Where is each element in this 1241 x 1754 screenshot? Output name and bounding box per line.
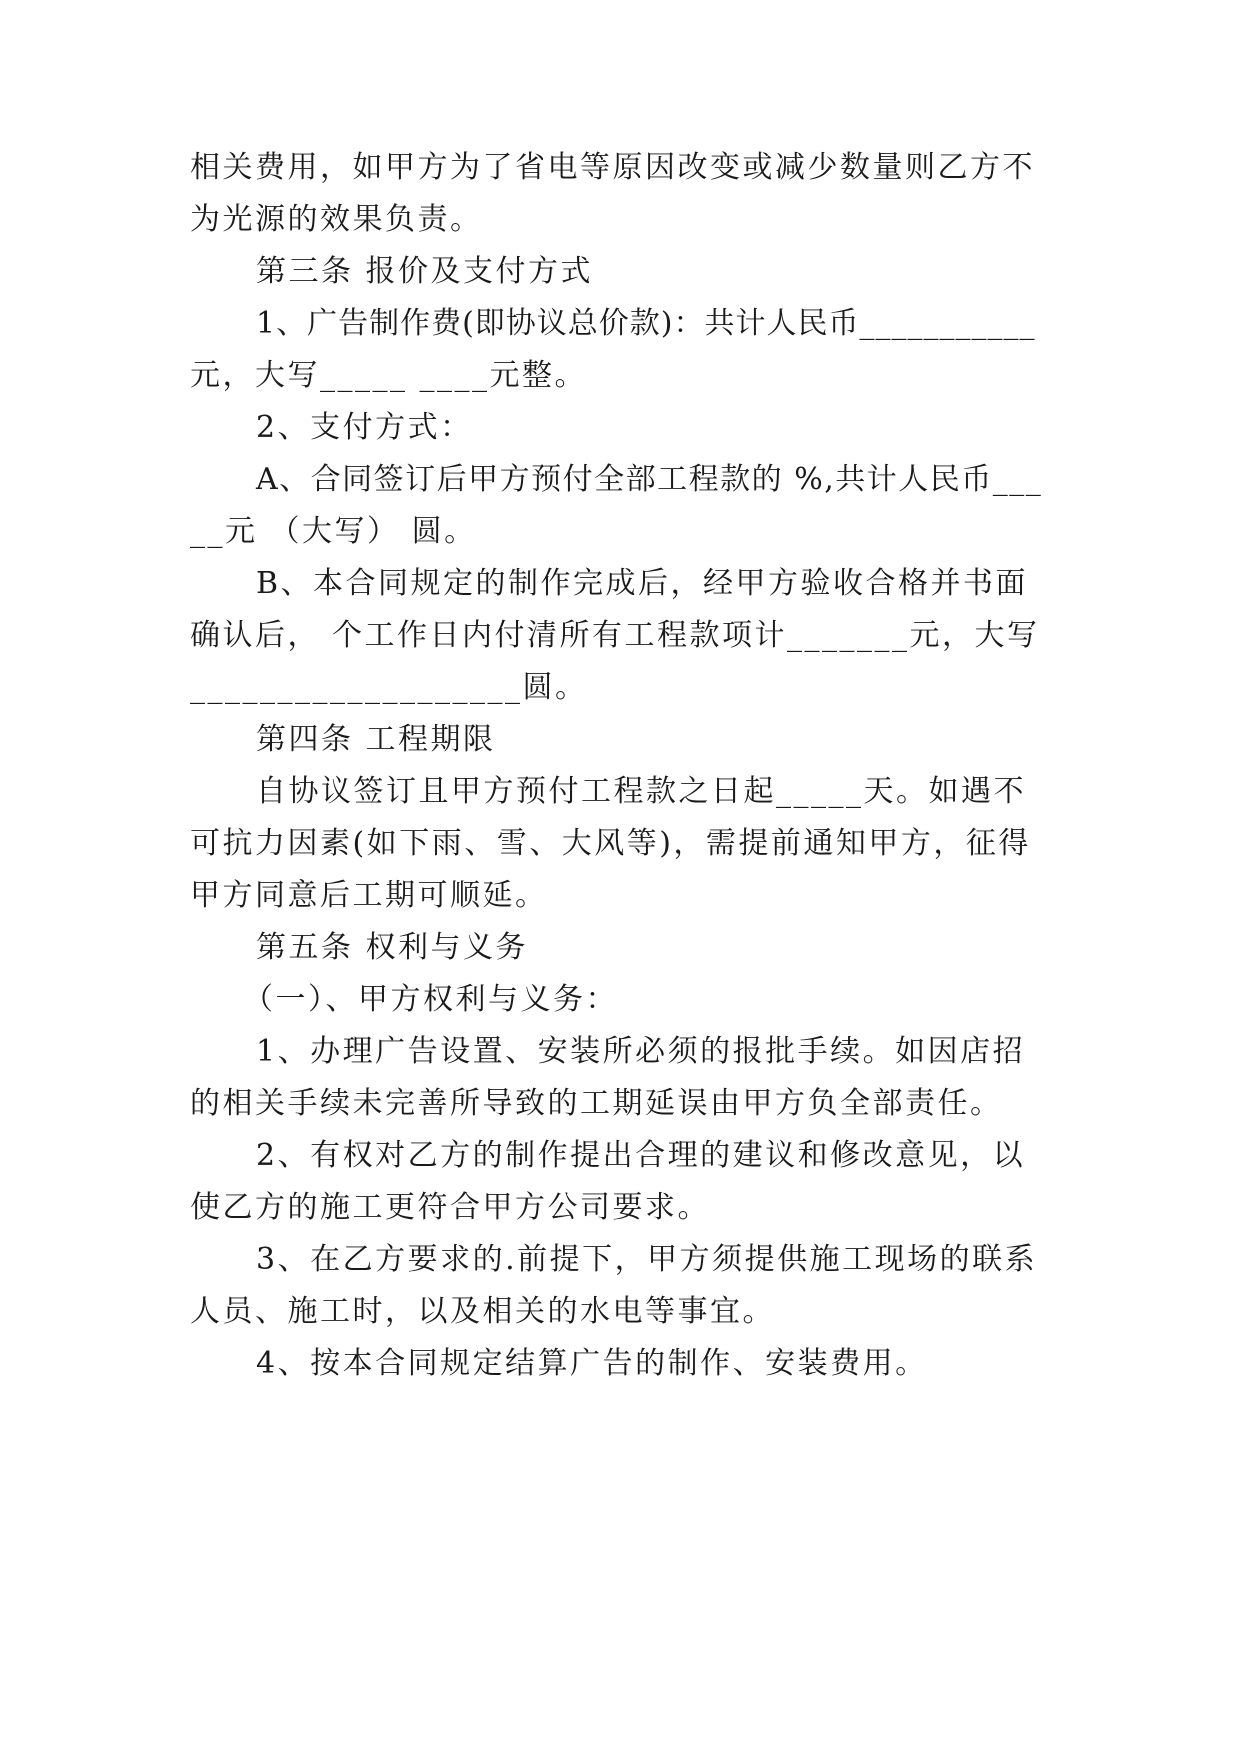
section-heading-4: 第四条 工程期限 (256, 722, 496, 757)
paragraph-line: 1、办理广告设置、安装所必须的报批手续。如因店招 (256, 1034, 1026, 1069)
paragraph-line: 4、按本合同规定结算广告的制作、安装费用。 (256, 1346, 928, 1381)
paragraph-line: 1、广告制作费(即协议总价款)：共计人民币___________ (256, 306, 1036, 341)
paragraph-line: ___________________圆。 (190, 670, 588, 705)
paragraph-line: 甲方同意后工期可顺延。 (190, 878, 548, 913)
paragraph-line: 元，大写_____ ____元整。 (190, 358, 588, 393)
paragraph-line: 2、有权对乙方的制作提出合理的建议和修改意见，以 (256, 1138, 1026, 1173)
section-heading-5: 第五条 权利与义务 (256, 930, 529, 965)
paragraph-line: 3、在乙方要求的.前提下，甲方须提供施工现场的联系 (256, 1242, 1038, 1277)
paragraph-line: 确认后， 个工作日内付清所有工程款项计_______元，大写 (190, 618, 1040, 653)
subsection-heading: （一）、甲方权利与义务： (243, 982, 618, 1017)
paragraph-line: B、本合同规定的制作完成后，经甲方验收合格并书面 (256, 566, 1029, 601)
paragraph-line: 的相关手续未完善所导致的工期延误由甲方负全部责任。 (190, 1086, 1003, 1121)
paragraph-line: A、合同签订后甲方预付全部工程款的 %,共计人民币___ (256, 462, 1043, 497)
paragraph-line: 可抗力因素(如下雨、雪、大风等)，需提前通知甲方，征得 (190, 826, 1031, 861)
paragraph-line: __元 （大写） 圆。 (190, 514, 477, 549)
section-heading-3: 第三条 报价及支付方式 (256, 254, 594, 289)
paragraph-line: 为光源的效果负责。 (190, 202, 483, 237)
paragraph-line: 使乙方的施工更符合甲方公司要求。 (190, 1190, 710, 1225)
paragraph-line: 2、支付方式： (256, 410, 473, 445)
paragraph-line: 人员、施工时，以及相关的水电等事宜。 (190, 1294, 775, 1329)
paragraph-line: 相关费用，如甲方为了省电等原因改变或减少数量则乙方不 (190, 150, 1035, 185)
paragraph-line: 自协议签订且甲方预付工程款之日起_____天。如遇不 (256, 774, 1026, 809)
